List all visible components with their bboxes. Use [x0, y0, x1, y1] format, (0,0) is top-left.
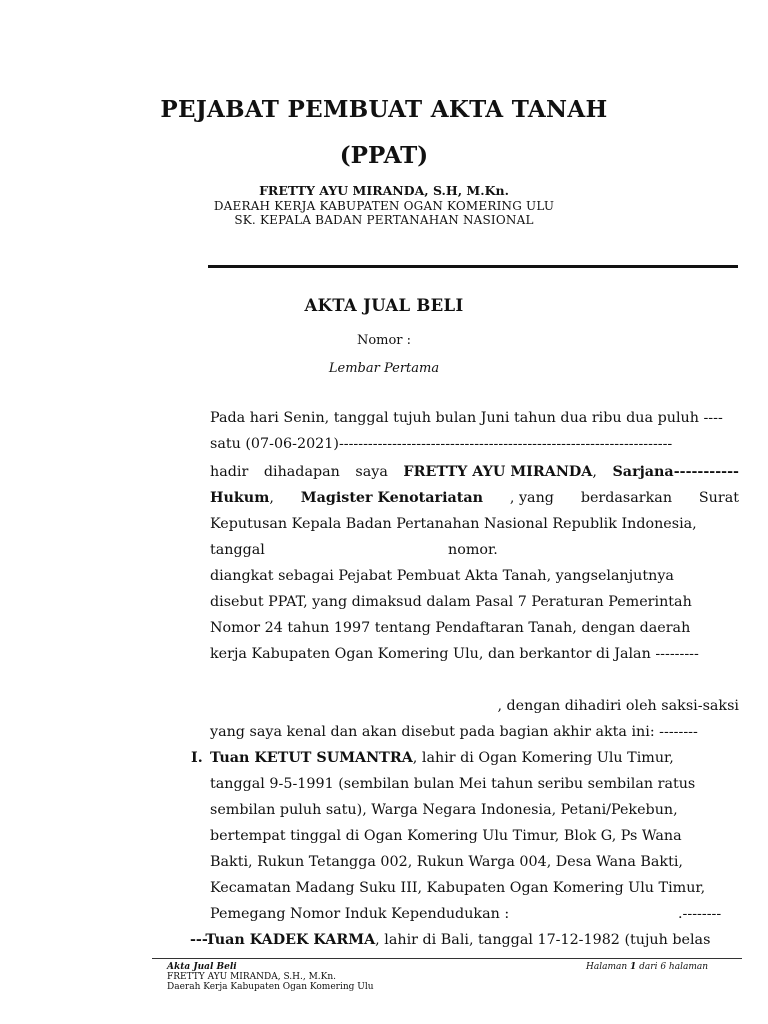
body-line [210, 485, 739, 511]
text: , [592, 464, 597, 480]
body-line: satu (07-06-2021)--------------------------------------------------------------------- [210, 436, 673, 452]
body-line: Kecamatan Madang Suku III, Kabupaten Ogan Komering Ulu Timur, [210, 880, 706, 896]
body-line: yang saya kenal dan akan disebut pada bagian akhir akta ini: -------- [210, 724, 698, 740]
party-2-line [190, 927, 719, 953]
party-name: Tuan KETUT SUMANTRA [210, 750, 413, 766]
text: saya [355, 464, 388, 480]
text: , lahir di Ogan Komering Ulu Timur, [412, 750, 674, 766]
text [210, 485, 274, 511]
footer-area: Daerah Kerja Kabupaten Ogan Komering Ulu [167, 982, 374, 992]
body-line: sembilan puluh satu), Warga Negara Indonesia, Petani/Pekebun, [210, 802, 678, 818]
degree-bold: Hukum [210, 490, 270, 506]
degree-bold: Magister Kenotariatan [300, 490, 484, 506]
footer-divider [152, 958, 742, 959]
text: Surat [698, 490, 739, 506]
officer-name: FRETTY AYU MIRANDA, S.H, M.Kn. [259, 183, 509, 198]
text [403, 459, 597, 485]
body-line [210, 537, 739, 563]
body-line: kerja Kabupaten Ogan Komering Ulu, dan berkantor di Jalan --------- [210, 646, 699, 662]
party-number: I. [191, 750, 203, 766]
officer-name-inline: FRETTY AYU MIRANDA [403, 464, 593, 480]
header-title-line2: (PPAT) [339, 142, 429, 169]
text: berdasarkan [580, 490, 673, 506]
text: , lahir di Bali, tanggal 17-12-1982 (tujuh belas [375, 932, 711, 948]
header-divider [208, 265, 738, 268]
party-1-line [191, 745, 739, 771]
page-current: 1 [630, 962, 637, 972]
page-suffix: dari 6 halaman [639, 962, 709, 972]
body-line: Bakti, Rukun Tetangga 002, Rukun Warga 004, Desa Wana Bakti, [210, 854, 683, 870]
text: .-------- [678, 906, 722, 922]
footer-page-info [586, 962, 708, 972]
text: dihadapan [263, 464, 340, 480]
body-line: Keputusan Kepala Badan Pertanahan Nasional Republik Indonesia, [210, 516, 697, 532]
body-line: bertempat tinggal di Ogan Komering Ulu Timur, Blok G, Ps Wana [210, 828, 682, 844]
text: hadir [210, 464, 249, 480]
body-line: disebut PPAT, yang dimaksud dalam Pasal 7 Peraturan Pemerintah [210, 594, 692, 610]
footer-doc-title: Akta Jual Beli [167, 962, 237, 972]
decree-line: SK. KEPALA BADAN PERTANAHAN NASIONAL [234, 213, 534, 227]
text: , [269, 490, 274, 506]
deed-number-label: Nomor : [356, 333, 412, 348]
text: , yang [509, 490, 554, 506]
body-line: diangkat sebagai Pejabat Pembuat Akta Tanah, yangselanjutnya [210, 568, 674, 584]
header-title-line1: PEJABAT PEMBUAT AKTA TANAH [160, 96, 608, 123]
text: tanggal [210, 542, 265, 558]
page-prefix: Halaman [586, 962, 628, 972]
work-area: DAERAH KERJA KABUPATEN OGAN KOMERING ULU [213, 199, 555, 213]
text: nomor. [448, 542, 498, 558]
body-line [210, 901, 739, 927]
body-line [210, 459, 739, 485]
body-line: Nomor 24 tahun 1997 tentang Pendaftaran Tanah, dengan daerah [210, 620, 691, 636]
body-line: tanggal 9-5-1991 (sembilan bulan Mei tahun seribu sembilan ratus [210, 776, 696, 792]
body-line: , dengan dihadiri oleh saksi-saksi [497, 698, 739, 714]
footer-officer: FRETTY AYU MIRANDA, S.H., M.Kn. [167, 972, 337, 982]
body-line: Pada hari Senin, tanggal tujuh bulan Juni tahun dua ribu dua puluh ---- [210, 410, 723, 426]
deed-title: AKTA JUAL BELI [304, 296, 464, 315]
party-name: ---Tuan KADEK KARMA [190, 932, 376, 948]
text: Pemegang Nomor Induk Kependudukan : [210, 906, 510, 922]
degree-bold: Sarjana----------- [612, 464, 739, 480]
deed-sheet-label: Lembar Pertama [328, 361, 440, 376]
footer-left [167, 962, 374, 992]
